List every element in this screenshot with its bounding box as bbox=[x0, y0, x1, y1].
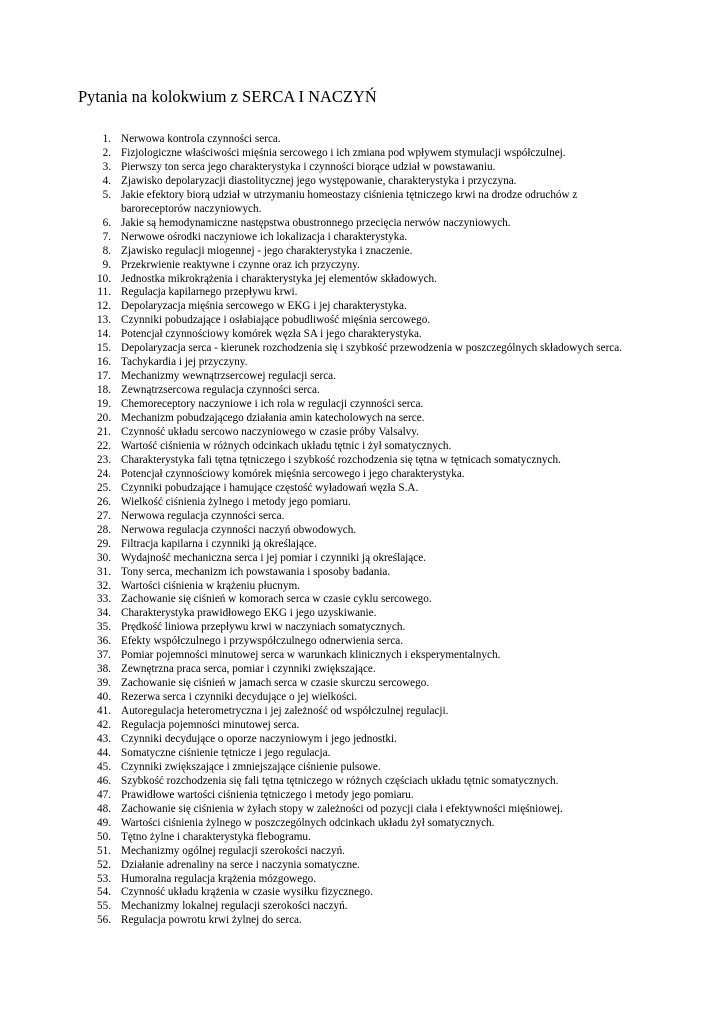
question-item bbox=[0, 789, 646, 803]
question-number: 40. bbox=[97, 691, 111, 704]
question-number: 35. bbox=[97, 621, 111, 634]
question-item bbox=[0, 635, 646, 649]
question-number: 19. bbox=[97, 398, 111, 411]
question-item bbox=[0, 775, 646, 789]
question-text: Zewnątrzsercowa regulacja czynności serca. bbox=[121, 384, 320, 397]
question-text: Jakie efektory biorą udział w utrzymaniu homeostazy ciśnienia tętniczego krwi na drodze odruchów z baroreceptorów naczyniowych. bbox=[121, 188, 578, 215]
question-text: Wielkość ciśnienia żylnego i metody jego pomiaru. bbox=[121, 495, 351, 508]
question-item bbox=[0, 161, 646, 175]
question-item bbox=[0, 231, 646, 245]
question-number: 29. bbox=[97, 537, 111, 550]
question-number: 4. bbox=[102, 174, 111, 187]
question-item bbox=[0, 245, 646, 259]
question-text: Szybkość rozchodzenia się fali tętna tętniczego w różnych częściach układu tętnic somatycznych. bbox=[121, 774, 559, 787]
question-number: 25. bbox=[97, 481, 111, 494]
question-text: Zewnętrzna praca serca, pomiar i czynniki zwiększające. bbox=[121, 663, 376, 676]
question-number: 44. bbox=[97, 746, 111, 759]
question-number: 1. bbox=[102, 133, 111, 145]
question-item bbox=[0, 677, 646, 691]
question-text: Mechanizmy lokalnej regulacji szerokości naczyń. bbox=[121, 900, 348, 913]
question-number: 17. bbox=[97, 370, 111, 383]
question-number: 10. bbox=[97, 272, 111, 285]
question-text: Przekrwienie reaktywne i czynne oraz ich przyczyny. bbox=[121, 258, 360, 271]
question-item bbox=[0, 705, 646, 719]
question-number: 28. bbox=[97, 523, 111, 536]
question-item bbox=[0, 133, 646, 147]
question-number: 2. bbox=[102, 146, 111, 159]
question-text: Jakie są hemodynamiczne następstwa obustronnego przecięcia nerwów naczyniowych. bbox=[121, 216, 511, 229]
question-item bbox=[0, 859, 646, 873]
question-item bbox=[0, 845, 646, 859]
question-item bbox=[0, 914, 646, 928]
question-item bbox=[0, 175, 646, 189]
question-text: Depolaryzacja mięśnia sercowego w EKG i jej charakterystyka. bbox=[121, 300, 407, 313]
question-text: Nerwowa regulacja czynności serca. bbox=[121, 509, 285, 522]
question-number: 5. bbox=[102, 188, 111, 201]
question-number: 43. bbox=[97, 732, 111, 745]
question-item bbox=[0, 691, 646, 705]
question-text: Czynniki pobudzające i osłabiające pobudliwość mięśnia sercowego. bbox=[121, 314, 431, 327]
question-number: 7. bbox=[102, 230, 111, 243]
question-number: 27. bbox=[97, 509, 111, 522]
question-item bbox=[0, 803, 681, 817]
question-item bbox=[0, 747, 646, 761]
question-text: Potencjał czynnościowy komórek mięśnia sercowego i jego charakterystyka. bbox=[121, 467, 465, 480]
question-text: Pomiar pojemności minutowej serca w warunkach klinicznych i eksperymentalnych. bbox=[121, 649, 501, 662]
question-item bbox=[0, 412, 646, 426]
question-text: Regulacja powrotu krwi żylnej do serca. bbox=[121, 914, 302, 927]
question-text: Wydajność mechaniczna serca i jej pomiar i czynniki ją określające. bbox=[121, 551, 426, 564]
question-text: Działanie adrenaliny na serce i naczynia somatyczne. bbox=[121, 858, 360, 871]
question-item bbox=[0, 259, 646, 273]
question-item bbox=[0, 328, 646, 342]
question-item bbox=[0, 621, 646, 635]
question-text: Czynniki zwiększające i zmniejszające ciśnienie pulsowe. bbox=[121, 760, 381, 773]
question-number: 26. bbox=[97, 495, 111, 508]
question-text: Czynniki decydujące o oporze naczyniowym i jego jednostki. bbox=[121, 732, 397, 745]
question-text: Zjawisko regulacji miogennej - jego charakterystyka i znaczenie. bbox=[121, 244, 413, 257]
question-number: 45. bbox=[97, 760, 111, 773]
question-number: 12. bbox=[97, 300, 111, 313]
question-text: Jednostka mikrokrążenia i charakterystyka jej elementów składowych. bbox=[121, 272, 437, 285]
question-text: Zachowanie się ciśnienia w żyłach stopy w zależności od pozycji ciała i efektywności mięśniowej. bbox=[121, 802, 563, 815]
question-text: Tętno żylne i charakterystyka flebogramu. bbox=[121, 830, 311, 843]
question-number: 55. bbox=[97, 900, 111, 913]
question-item bbox=[0, 900, 646, 914]
question-item bbox=[0, 342, 681, 356]
question-number: 41. bbox=[97, 705, 111, 718]
question-text: Pierwszy ton serca jego charakterystyka i czynności biorące udział w powstawaniu. bbox=[121, 160, 496, 173]
question-number: 24. bbox=[97, 467, 111, 480]
question-number: 49. bbox=[97, 816, 111, 829]
question-text: Rezerwa serca i czynniki decydujące o jej wielkości. bbox=[121, 691, 358, 704]
question-item bbox=[0, 468, 646, 482]
question-item bbox=[0, 607, 646, 621]
question-text: Wartości ciśnienia żylnego w poszczególnych odcinkach układu żył somatycznych. bbox=[121, 816, 495, 829]
question-number: 53. bbox=[97, 872, 111, 885]
question-number: 42. bbox=[97, 719, 111, 732]
question-number: 33. bbox=[97, 593, 111, 606]
question-item bbox=[0, 440, 646, 454]
question-number: 39. bbox=[97, 677, 111, 690]
question-item bbox=[0, 886, 646, 900]
question-number: 56. bbox=[97, 914, 111, 927]
question-item bbox=[0, 593, 646, 607]
question-item bbox=[0, 761, 646, 775]
question-text: Somatyczne ciśnienie tętnicze i jego regulacja. bbox=[121, 746, 331, 759]
question-text: Zachowanie się ciśnień w jamach serca w czasie skurczu sercowego. bbox=[121, 677, 430, 690]
question-number: 32. bbox=[97, 579, 111, 592]
question-item bbox=[0, 733, 646, 747]
question-number: 36. bbox=[97, 635, 111, 648]
question-text: Efekty współczulnego i przywspółczulnego odnerwienia serca. bbox=[121, 635, 404, 648]
question-number: 23. bbox=[97, 453, 111, 466]
question-item bbox=[0, 538, 646, 552]
question-number: 14. bbox=[97, 328, 111, 341]
question-item bbox=[0, 217, 646, 231]
question-text: Tachykardia i jej przyczyny. bbox=[121, 356, 248, 369]
question-text: Czynność układu krążenia w czasie wysiłku fizycznego. bbox=[121, 886, 373, 899]
question-number: 3. bbox=[102, 160, 111, 173]
question-number: 11. bbox=[97, 286, 111, 299]
question-number: 30. bbox=[97, 551, 111, 564]
question-text: Potencjał czynnościowy komórek węzła SA i jego charakterystyka. bbox=[121, 328, 422, 341]
question-number: 51. bbox=[97, 844, 111, 857]
question-text: Prawidłowe wartości ciśnienia tętniczego i metody jego pomiaru. bbox=[121, 788, 414, 801]
question-number: 6. bbox=[102, 216, 111, 229]
question-text: Mechanizm pobudzającego działania amin katecholowych na serce. bbox=[121, 412, 425, 425]
question-text: Mechanizmy wewnątrzsercowej regulacji serca. bbox=[121, 370, 336, 383]
question-item bbox=[0, 510, 646, 524]
question-number: 22. bbox=[97, 439, 111, 452]
question-item bbox=[0, 454, 646, 468]
question-number: 46. bbox=[97, 774, 111, 787]
question-text: Chemoreceptory naczyniowe i ich rola w regulacji czynności serca. bbox=[121, 398, 424, 411]
question-text: Nerwowa kontrola czynności serca. bbox=[121, 133, 281, 145]
question-item bbox=[0, 356, 646, 370]
question-item bbox=[0, 426, 646, 440]
question-item bbox=[0, 314, 646, 328]
question-text: Zachowanie się ciśnień w komorach serca w czasie cyklu sercowego. bbox=[121, 593, 432, 606]
question-text: Nerwowe ośrodki naczyniowe ich lokalizacja i charakterystyka. bbox=[121, 230, 408, 243]
question-item bbox=[0, 566, 646, 580]
question-number: 16. bbox=[97, 356, 111, 369]
question-item bbox=[0, 482, 646, 496]
question-text: Filtracja kapilarna i czynniki ją określające. bbox=[121, 537, 317, 550]
question-item bbox=[0, 286, 646, 300]
question-number: 20. bbox=[97, 412, 111, 425]
question-text: Prędkość liniowa przepływu krwi w naczyniach somatycznych. bbox=[121, 621, 406, 634]
question-item bbox=[0, 873, 646, 887]
question-item bbox=[0, 300, 646, 314]
question-item bbox=[0, 147, 646, 161]
question-text: Regulacja pojemności minutowej serca. bbox=[121, 719, 300, 732]
question-text: Charakterystyka fali tętna tętniczego i szybkość rozchodzenia się tętna w tętnicach somatycznych. bbox=[121, 453, 561, 466]
question-item bbox=[0, 370, 646, 384]
question-number: 15. bbox=[97, 342, 111, 355]
question-text: Zjawisko depolaryzacji diastolitycznej jego występowanie, charakterystyka i przyczyna. bbox=[121, 174, 517, 187]
question-number: 50. bbox=[97, 830, 111, 843]
question-number: 18. bbox=[97, 384, 111, 397]
question-number: 38. bbox=[97, 663, 111, 676]
question-number: 47. bbox=[97, 788, 111, 801]
question-item bbox=[0, 663, 646, 677]
question-text: Tony serca, mechanizm ich powstawania i sposoby badania. bbox=[121, 565, 391, 578]
question-item bbox=[0, 649, 646, 663]
question-number: 34. bbox=[97, 607, 111, 620]
question-number: 8. bbox=[102, 244, 111, 257]
question-number: 21. bbox=[97, 426, 111, 439]
question-text: Humoralna regulacja krążenia mózgowego. bbox=[121, 872, 317, 885]
question-text: Wartość ciśnienia w różnych odcinkach układu tętnic i żył somatycznych. bbox=[121, 439, 452, 452]
question-item bbox=[0, 524, 646, 538]
question-item bbox=[0, 580, 646, 594]
question-number: 9. bbox=[102, 258, 111, 271]
question-text: Fizjologiczne właściwości mięśnia sercowego i ich zmiana pod wpływem stymulacji współczulnej. bbox=[121, 146, 566, 159]
question-text: Czynność układu sercowo naczyniowego w czasie próby Valsalvy. bbox=[121, 426, 419, 439]
question-text: Nerwowa regulacja czynności naczyń obwodowych. bbox=[121, 523, 357, 536]
question-item bbox=[0, 817, 646, 831]
question-item bbox=[0, 189, 646, 217]
question-number: 13. bbox=[97, 314, 111, 327]
question-number: 48. bbox=[97, 802, 111, 815]
question-text: Autoregulacja heterometryczna i jej zależność od współczulnej regulacji. bbox=[121, 705, 449, 718]
question-item bbox=[0, 831, 646, 845]
question-item bbox=[0, 552, 646, 566]
question-number: 31. bbox=[97, 565, 111, 578]
question-text: Charakterystyka prawidłowego EKG i jego uzyskiwanie. bbox=[121, 607, 377, 620]
question-text: Wartości ciśnienia w krążeniu płucnym. bbox=[121, 579, 300, 592]
question-item bbox=[0, 384, 646, 398]
question-text: Regulacja kapilarnego przepływu krwi. bbox=[121, 286, 298, 299]
question-number: 52. bbox=[97, 858, 111, 871]
question-list bbox=[0, 133, 724, 928]
question-item bbox=[0, 273, 646, 287]
question-item bbox=[0, 398, 646, 412]
question-item bbox=[0, 496, 646, 510]
question-text: Mechanizmy ogólnej regulacji szerokości naczyń. bbox=[121, 844, 345, 857]
question-number: 37. bbox=[97, 649, 111, 662]
question-item bbox=[0, 719, 646, 733]
question-text: Depolaryzacja serca - kierunek rozchodzenia się i szybkość przewodzenia w poszczególnych składowych serca. bbox=[121, 342, 623, 355]
document-title: Pytania na kolokwium z SERCA I NACZYŃ bbox=[78, 87, 377, 106]
question-number: 54. bbox=[97, 886, 111, 899]
question-text: Czynniki pobudzające i hamujące częstość wyładowań węzła S.A. bbox=[121, 481, 419, 494]
